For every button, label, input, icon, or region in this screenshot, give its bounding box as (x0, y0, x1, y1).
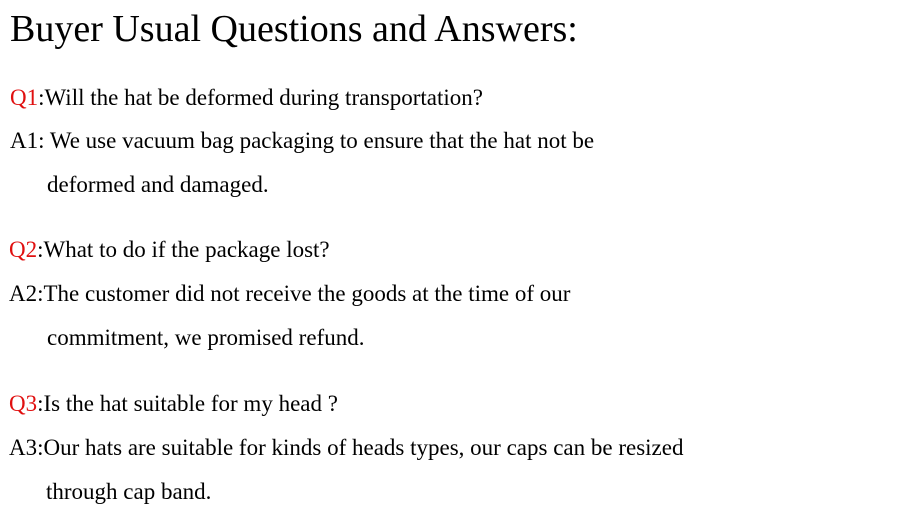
answer-label: A3: (9, 435, 44, 460)
question-3 (9, 390, 338, 418)
answer-text: We use vacuum bag packaging to ensure that the hat not be (44, 128, 595, 153)
page-title: Buyer Usual Questions and Answers: (10, 8, 578, 50)
answer-3-continuation: through cap band. (46, 479, 212, 504)
answer-text: Our hats are suitable for kinds of heads types, our caps can be resized (43, 435, 684, 460)
answer-2-continuation: commitment, we promised refund. (47, 325, 365, 350)
question-text: :What to do if the package lost? (37, 237, 330, 262)
answer-text: The customer did not receive the goods at the time of our (43, 281, 571, 306)
answer-label: A1: (10, 128, 45, 153)
answer-1-continuation: deformed and damaged. (47, 172, 269, 197)
question-2 (9, 236, 330, 264)
answer-3 (9, 434, 683, 462)
question-label: Q1 (10, 85, 39, 110)
answer-1 (10, 127, 594, 155)
question-label: Q3 (9, 391, 38, 416)
question-text: :Is the hat suitable for my head ? (37, 391, 338, 416)
question-text: :Will the hat be deformed during transportation? (38, 85, 484, 110)
answer-label: A2: (9, 281, 44, 306)
answer-2 (9, 280, 570, 308)
question-1 (10, 84, 483, 112)
question-label: Q2 (9, 237, 38, 262)
